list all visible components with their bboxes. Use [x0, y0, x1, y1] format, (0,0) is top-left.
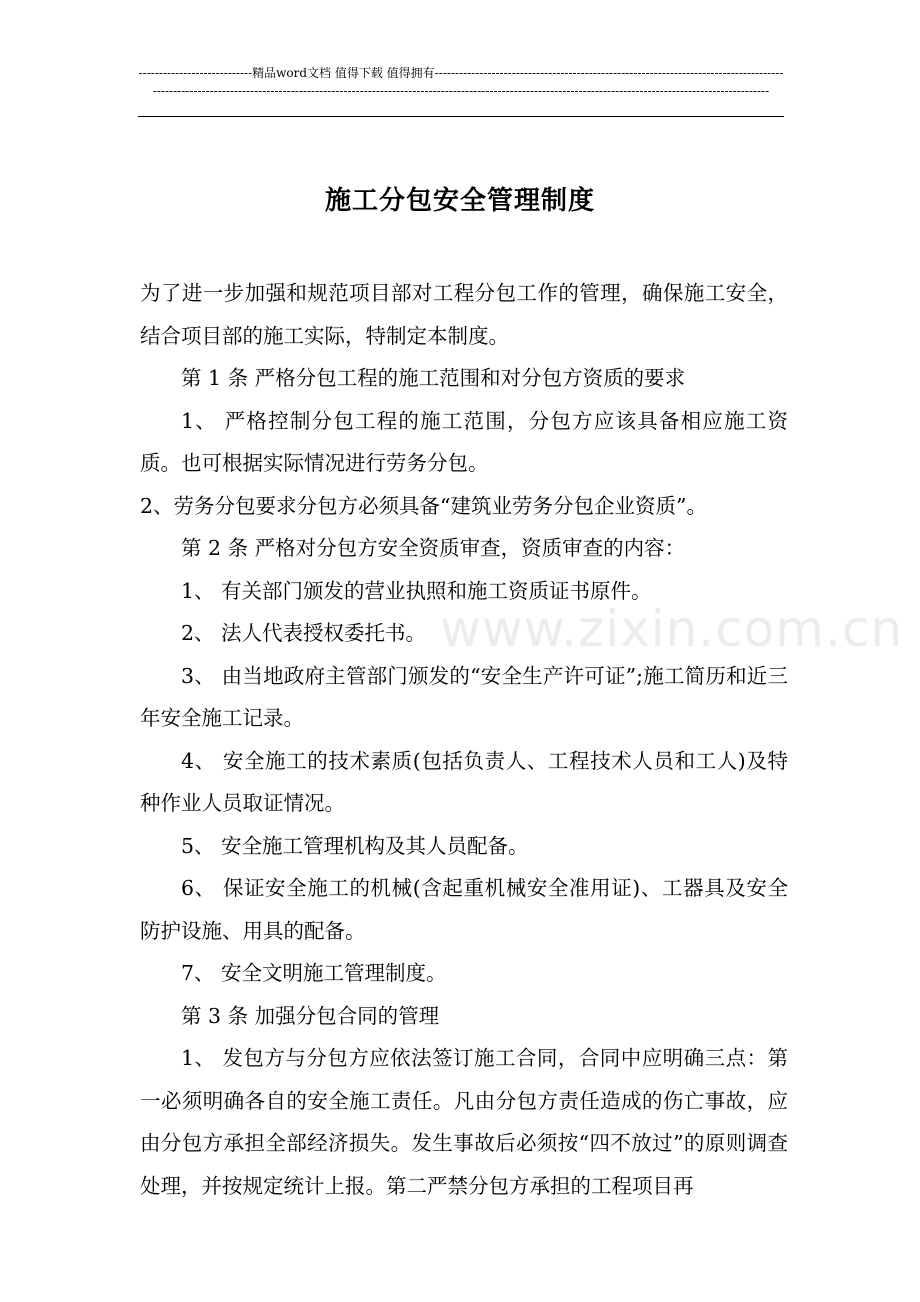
- document-title: 施工分包安全管理制度: [324, 186, 595, 216]
- paragraph: 2、 法人代表授权委托书。: [181, 621, 427, 645]
- paragraph: 6、 保证安全施工的机械(含起重机械安全准用证)、工器具及安全防护设施、用具的配备。: [140, 876, 788, 943]
- paragraph: 3、 由当地政府主管部门颁发的“安全生产许可证”;施工简历和近三年安全施工记录。: [140, 663, 788, 730]
- paragraph-intro: 为了进一步加强和规范项目部对工程分包工作的管理，确保施工安全，结合项目部的施工实际，特制定本制度。: [140, 281, 788, 348]
- article-3-heading: 第 3 条 加强分包合同的管理: [181, 1003, 440, 1028]
- paragraph: 1、 有关部门颁发的营业执照和施工资质证书原件。: [181, 578, 652, 603]
- paragraph: 1、 发包方与分包方应依法签订施工合同，合同中应明确三点：第一必须明确各自的安全施工责任。凡由分包方责任造成的伤亡事故，应由分包方承担全部经济损失。发生事故后必须按“四不放过”的原则调查处理，并按规定统计上报。第二严禁分包方承担的工程项目再: [140, 1046, 788, 1198]
- article-1-heading: 第 1 条 严格分包工程的施工范围和对分包方资质的要求: [181, 366, 686, 390]
- page-header-banner: ----------------------------精品word文档 值得下载 值得拥有----------------------------------------------------------------------------------------------------------------------------------------------------------------------------------------------------------------------------------------------: [138, 66, 784, 98]
- watermark: www.zixin.com.cn: [440, 600, 904, 658]
- paragraph: 5、 安全施工管理机构及其人员配备。: [181, 833, 529, 858]
- article-2-heading: 第 2 条 严格对分包方安全资质审查，资质审查的内容：: [181, 536, 686, 560]
- paragraph: 4、 安全施工的技术素质(包括负责人、工程技术人员和工人)及特种作业人员取证情况。: [140, 748, 788, 815]
- paragraph: 2、劳务分包要求分包方必须具备“建筑业劳务分包企业资质”。: [140, 493, 708, 518]
- paragraph: 1、 严格控制分包工程的施工范围，分包方应该具备相应施工资质。也可根据实际情况进行劳务分包。: [140, 408, 788, 475]
- header-divider: [138, 116, 784, 117]
- paragraph: 7、 安全文明施工管理制度。: [181, 961, 447, 985]
- document-body: [140, 272, 788, 1207]
